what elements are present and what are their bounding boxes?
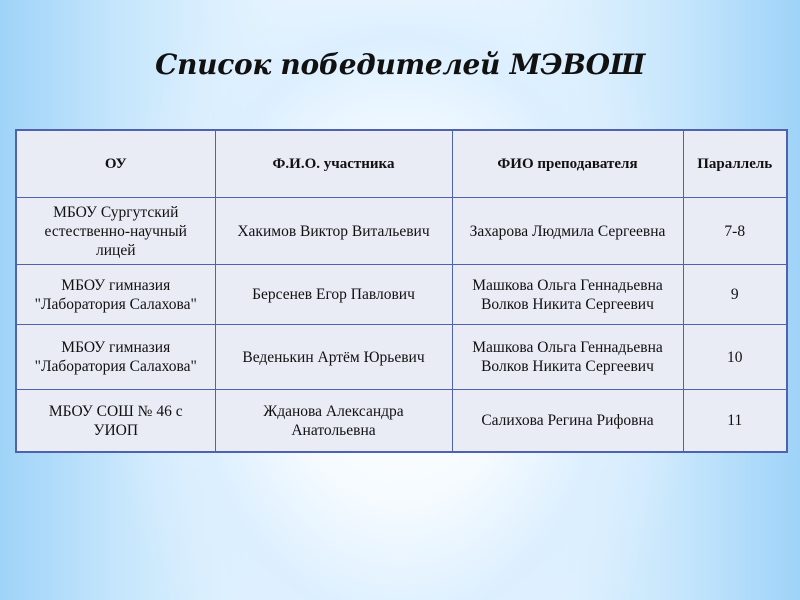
table-row: [16, 265, 787, 325]
table-row: [16, 390, 787, 453]
cell-school: [16, 198, 215, 265]
cell-grade: 7-8: [683, 198, 787, 265]
slide-title: Список победителей МЭВОШ: [155, 48, 645, 81]
cell-text: Машкова Ольга Геннадьевна: [472, 339, 663, 356]
cell-text: естественно-научный: [44, 222, 187, 240]
winners-table: [15, 129, 788, 453]
cell-text: "Лаборатория Салахова": [34, 358, 197, 375]
header-school: ОУ: [16, 130, 215, 198]
cell-text: Берсенев Егор Павлович: [252, 286, 415, 303]
cell-school: [16, 325, 215, 390]
cell-school: [16, 265, 215, 325]
table-row: [16, 198, 787, 265]
cell-grade: 9: [683, 265, 787, 325]
cell-text: Веденькин Артём Юрьевич: [242, 348, 425, 366]
cell-teacher: [452, 390, 683, 453]
table-row: [16, 325, 787, 390]
cell-text: лицей: [96, 241, 136, 259]
cell-participant: [215, 390, 452, 453]
cell-school: [16, 390, 215, 453]
cell-text: Волков Никита Сергеевич: [481, 358, 654, 375]
cell-text: Анатольевна: [291, 421, 376, 439]
header-participant: Ф.И.О. участника: [215, 130, 452, 198]
cell-text: МБОУ Сургутский: [53, 203, 179, 221]
cell-text: МБОУ СОШ № 46 с: [48, 402, 183, 420]
cell-participant: [215, 198, 452, 265]
cell-text: Хакимов Виктор Витальевич: [237, 222, 430, 240]
cell-grade: 10: [683, 325, 787, 390]
cell-grade: 11: [683, 390, 787, 453]
header-teacher: ФИО преподавателя: [452, 130, 683, 198]
table-header-row: [16, 130, 787, 198]
cell-text: УИОП: [93, 421, 139, 439]
header-grade: Параллель: [683, 130, 787, 198]
cell-text: МБОУ гимназия: [61, 339, 171, 356]
cell-text: "Лаборатория Салахова": [34, 295, 197, 313]
cell-participant: [215, 265, 452, 325]
cell-text: Жданова Александра: [263, 402, 404, 420]
cell-text: МБОУ гимназия: [61, 276, 171, 294]
cell-text: Захарова Людмила Сергеевна: [469, 222, 666, 240]
cell-text: Волков Никита Сергеевич: [481, 295, 654, 313]
cell-text: Салихова Регина Рифовна: [481, 412, 654, 429]
cell-teacher: [452, 325, 683, 390]
cell-teacher: [452, 198, 683, 265]
cell-text: Машкова Ольга Геннадьевна: [472, 276, 663, 294]
cell-teacher: [452, 265, 683, 325]
cell-participant: [215, 325, 452, 390]
